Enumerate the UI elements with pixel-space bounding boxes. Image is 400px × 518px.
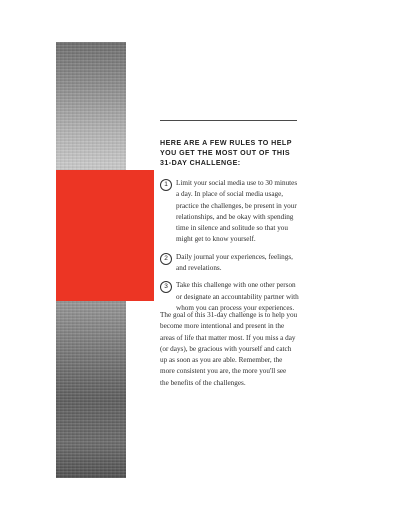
heading-line: 31-DAY CHALLENGE: xyxy=(160,159,241,167)
rule-number-badge: 2 xyxy=(160,253,172,265)
heading-line: YOU GET THE MOST OUT OF THIS xyxy=(160,149,291,157)
rule-number-badge: 3 xyxy=(160,281,172,293)
rule-line: time in silence and solitude so that you xyxy=(176,224,288,233)
rule-line: Limit your social media use to 30 minutes xyxy=(176,179,298,187)
paragraph-line: the benefits of the challenges. xyxy=(160,378,246,387)
rule-line: or designate an accountability partner with xyxy=(176,292,299,301)
rule-line: practice the challenges, be present in your xyxy=(176,201,297,210)
rule-line: and revelations. xyxy=(176,264,222,273)
red-accent-block xyxy=(56,170,154,301)
rule-text xyxy=(176,252,302,275)
rule-line: relationships, and be okay with spending xyxy=(176,212,294,221)
rule-number-badge: 1 xyxy=(160,179,172,191)
rules-list xyxy=(160,178,302,320)
rule-line: Take this challenge with one other person xyxy=(176,281,296,290)
rule-line: might get to know yourself. xyxy=(176,235,256,244)
rule-line: a day. In place of social media usage, xyxy=(176,190,284,199)
paragraph-line: (or days), be gracious with yourself and catch xyxy=(160,344,292,353)
paragraph-line: areas of life that matter most. If you miss a day xyxy=(160,333,296,342)
page-heading xyxy=(160,138,300,168)
rule-item-2 xyxy=(160,252,302,275)
paragraph-line: The goal of this 31-day challenge is to help you xyxy=(160,311,298,319)
rule-line: Daily journal your experiences, feelings, xyxy=(176,252,293,261)
rule-line: whom you can process your experiences. xyxy=(176,303,295,312)
rule-text xyxy=(176,178,302,246)
heading-line: HERE ARE A FEW RULES TO HELP xyxy=(160,139,292,147)
paragraph-line: up as soon as you are able. Remember, the xyxy=(160,356,283,365)
divider-line xyxy=(160,120,297,121)
rule-item-1 xyxy=(160,178,302,246)
paragraph-line: become more intentional and present in the xyxy=(160,322,285,331)
closing-paragraph xyxy=(160,310,302,389)
paragraph-line: more consistent you are, the more you'll see xyxy=(160,367,287,376)
